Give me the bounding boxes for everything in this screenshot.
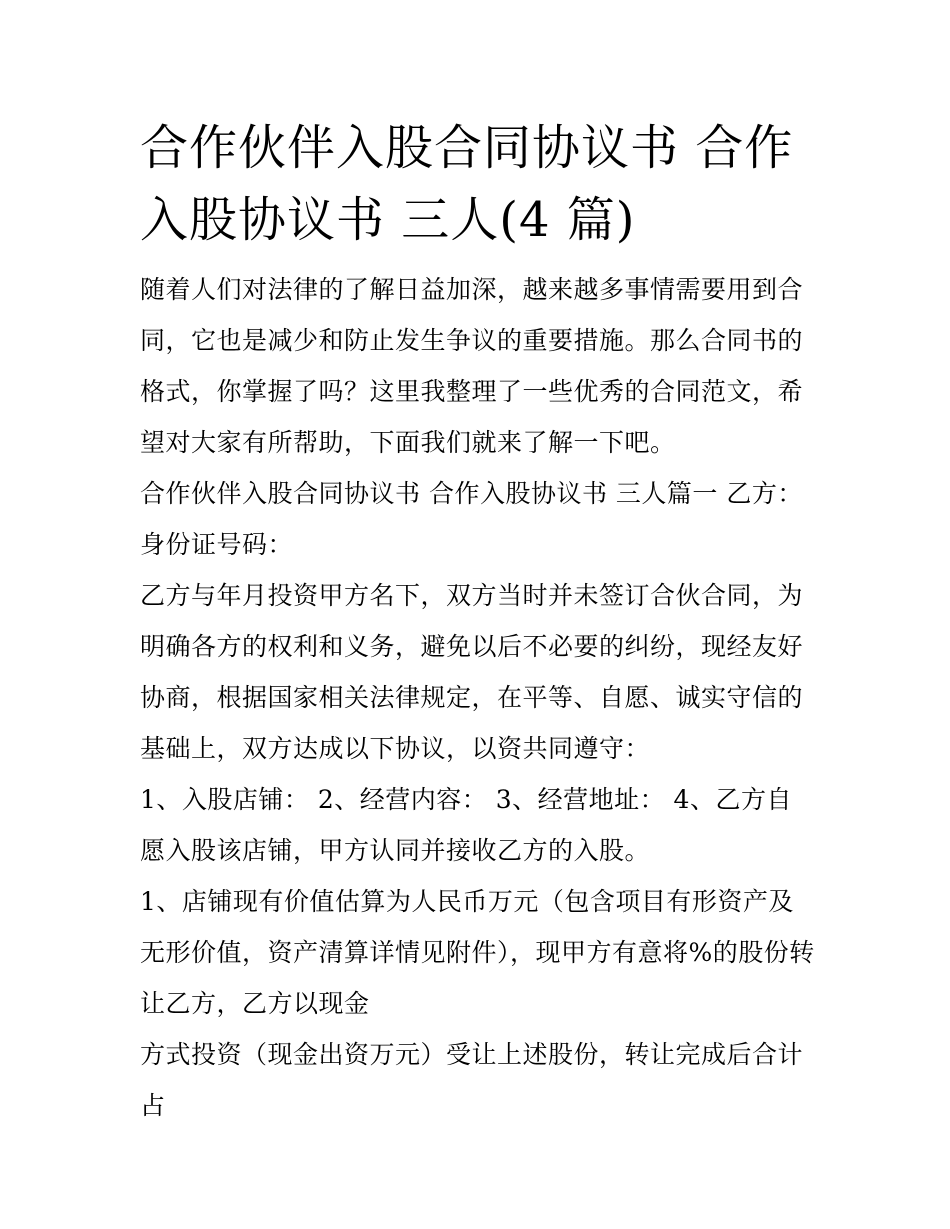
document-title: 合作伙伴入股合同协议书 合作入股协议书 三人(4 篇) xyxy=(140,120,794,248)
paragraph-section-heading: 合作伙伴入股合同协议书 合作入股协议书 三人篇一 乙方：身份证号码： xyxy=(140,479,803,559)
paragraph-clause-list: 1、入股店铺： 2、经营内容： 3、经营地址： 4、乙方自愿入股该店铺，甲方认同并接收乙方的入股。 xyxy=(140,785,792,865)
document-body xyxy=(140,112,815,1131)
paragraph-investment: 方式投资（现金出资万元）受让上述股份，转让完成后合计占 xyxy=(140,1040,804,1120)
paragraph-valuation: 1、店铺现有价值估算为人民币万元（包含项目有形资产及无形价值，资产清算详情见附件），现甲方有意将%的股份转让乙方，乙方以现金 xyxy=(140,887,815,1018)
paragraph-intro: 随着人们对法律的了解日益加深，越来越多事情需要用到合同，它也是减少和防止发生争议的重要措施。那么合同书的格式，你掌握了吗？这里我整理了一些优秀的合同范文，希望对大家有所帮助，下面我们就来了解一下吧。 xyxy=(140,275,804,457)
paragraph-preamble: 乙方与年月投资甲方名下，双方当时并未签订合伙合同，为明确各方的权利和义务，避免以后不必要的纠纷，现经友好协商，根据国家相关法律规定，在平等、自愿、诚实守信的基础上，双方达成以下协议，以资共同遵守： xyxy=(140,581,804,763)
